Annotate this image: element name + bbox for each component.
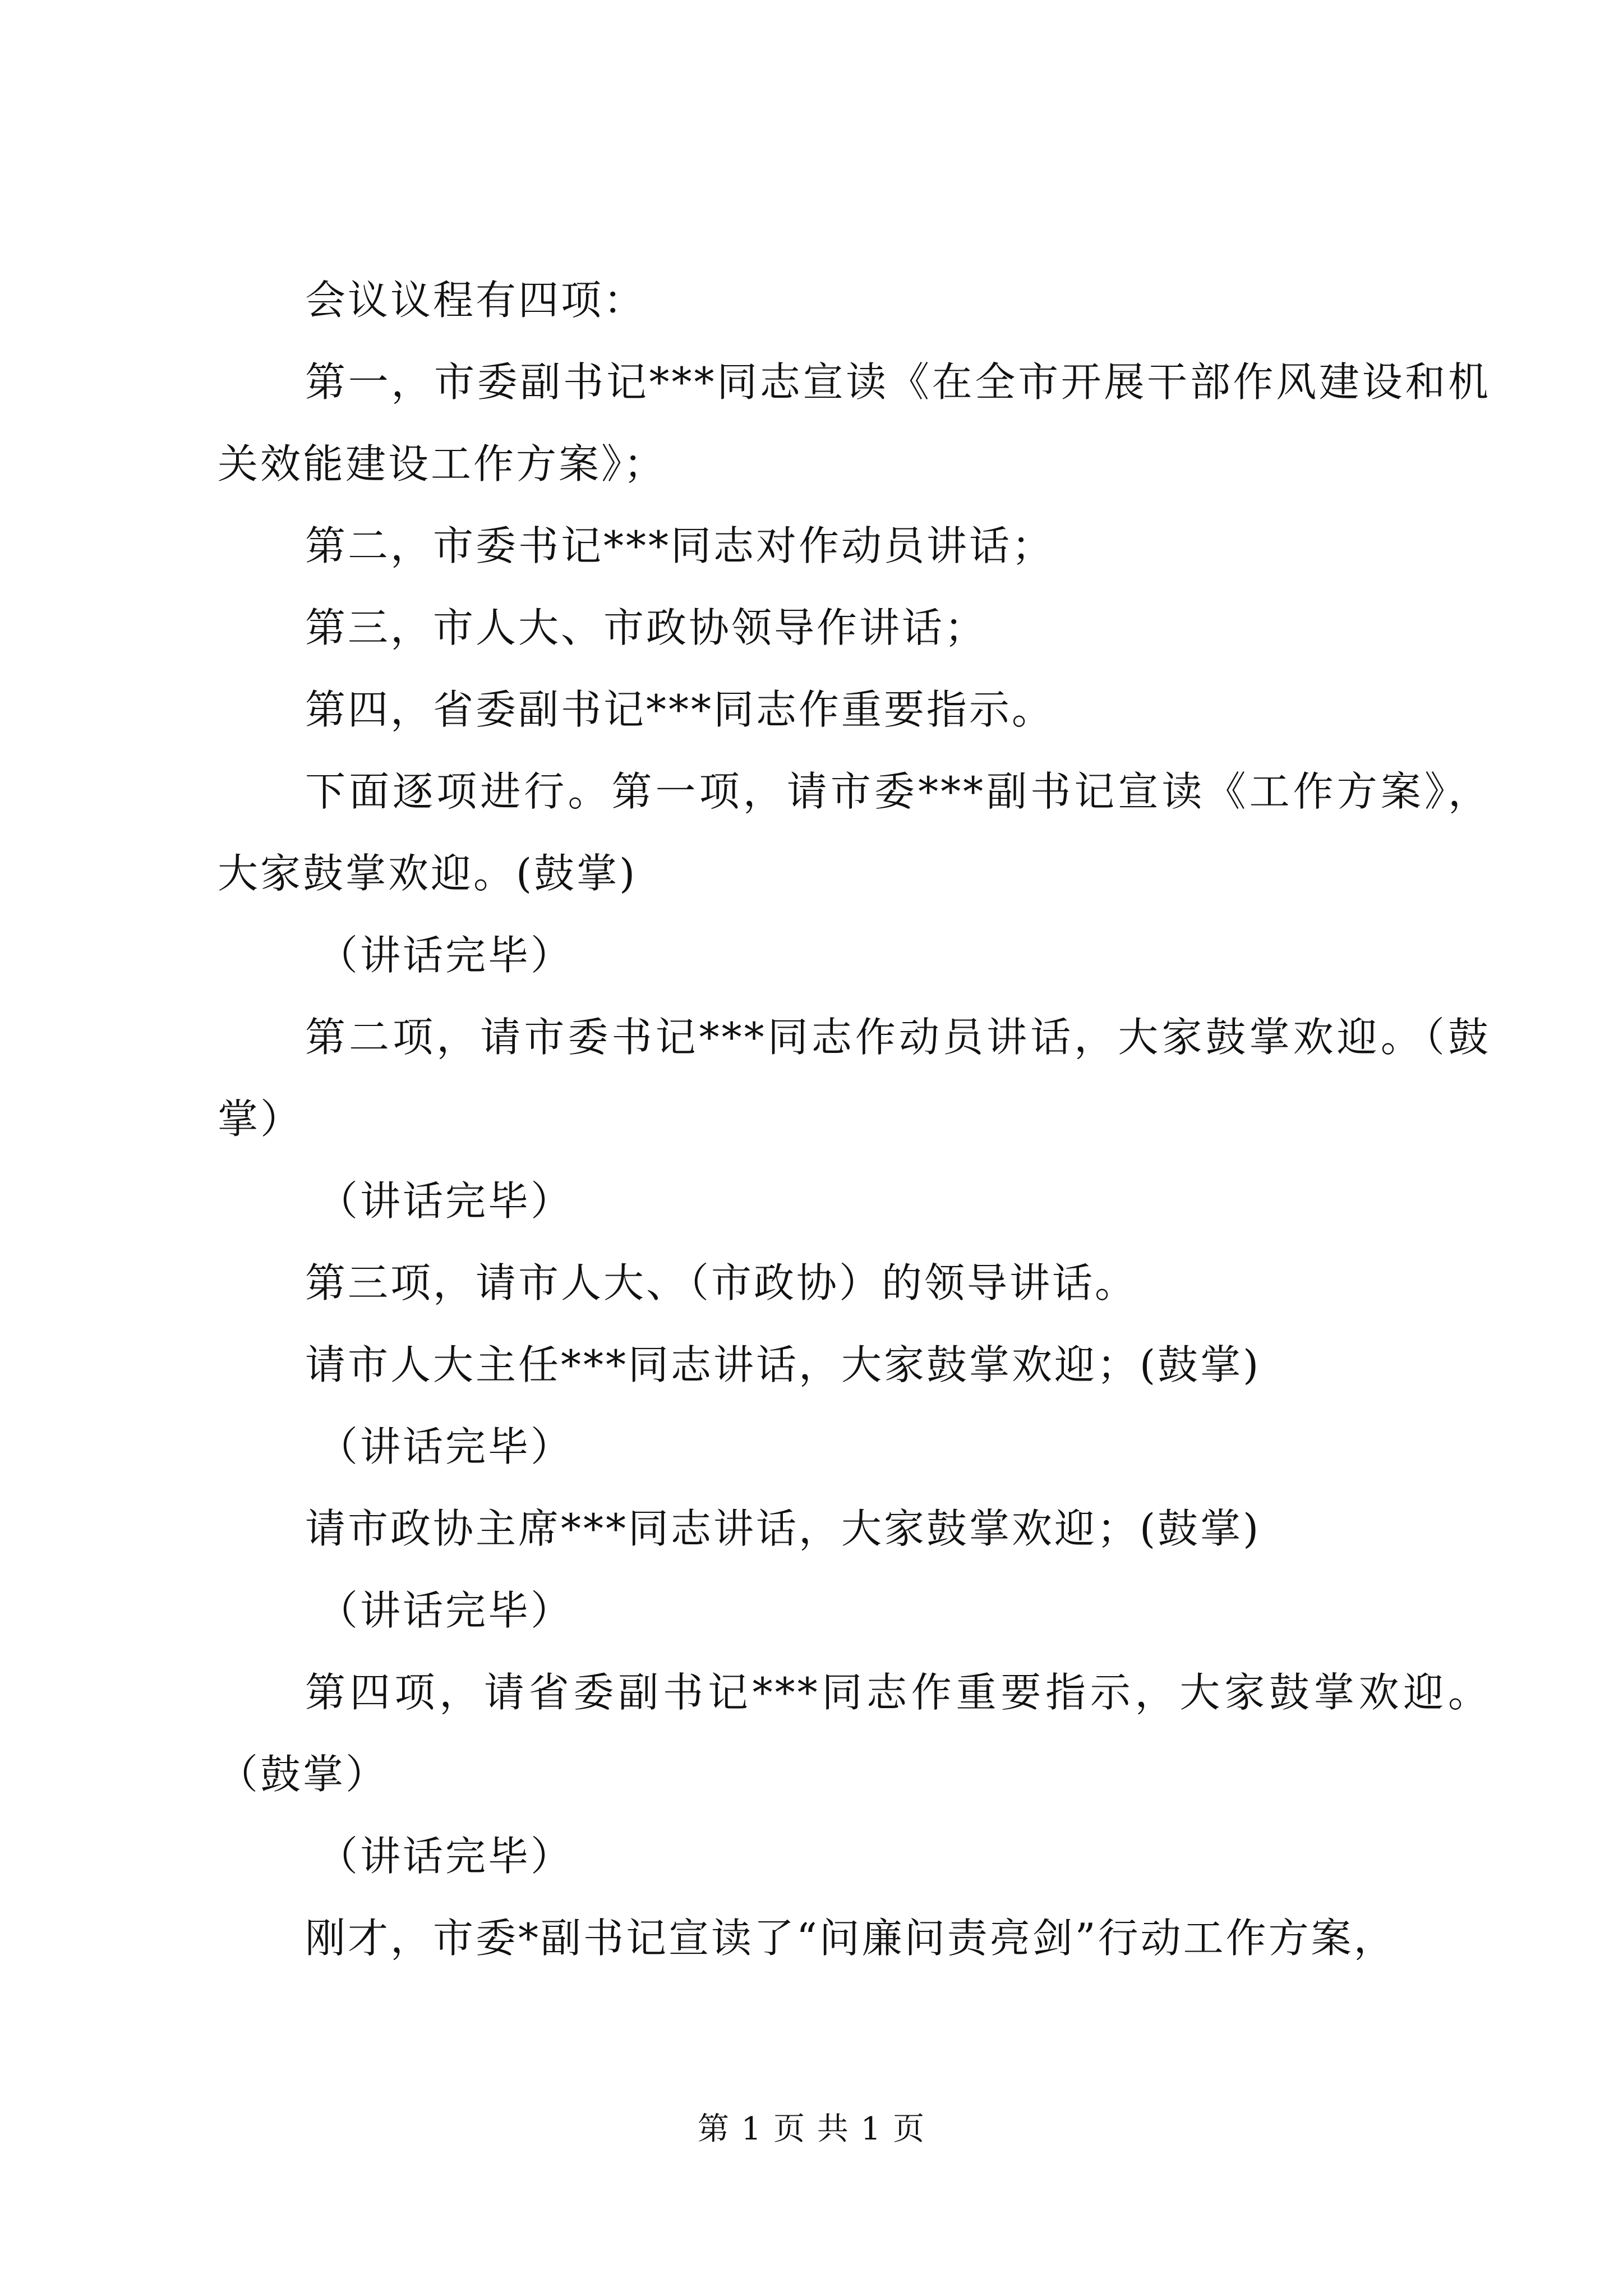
agenda-item-2: 第二，市委书记***同志对作动员讲话； — [305, 522, 1055, 569]
agenda-item-4: 第四，省委副书记***同志作重要指示。 — [305, 686, 1055, 733]
speech-finished-note: （讲话完毕） — [317, 1177, 574, 1225]
speech-finished-note: （讲话完毕） — [317, 1833, 574, 1880]
page-number-footer: 第 1 页 共 1 页 — [697, 2111, 926, 2147]
speech-finished-note: （讲话完毕） — [317, 1587, 574, 1634]
proceed-item-3: 第三项，请市人大、（市政协）的领导讲话。 — [305, 1259, 1138, 1306]
proceed-item-4: 第四项，请省委副书记***同志作重要指示，大家鼓掌欢迎。（鼓掌） — [218, 1669, 1491, 1798]
closing-paragraph: 刚才，市委*副书记宣读了“问廉问责亮剑”行动工作方案， — [305, 1915, 1396, 1962]
agenda-item-1: 第一，市委副书记***同志宣读《在全市开展干部作风建设和机关效能建设工作方案》； — [218, 358, 1491, 487]
speech-finished-note: （讲话完毕） — [317, 1423, 574, 1470]
cppcc-chair-speech: 请市政协主席***同志讲话，大家鼓掌欢迎；(鼓掌) — [305, 1505, 1261, 1552]
proceed-item-2: 第二项，请市委书记***同志作动员讲话，大家鼓掌欢迎。（鼓掌） — [218, 1014, 1491, 1143]
agenda-item-3: 第三，市人大、市政协领导作讲话； — [305, 604, 988, 651]
proceed-item-1: 下面逐项进行。第一项，请市委***副书记宣读《工作方案》，大家鼓掌欢迎。(鼓掌) — [218, 768, 1491, 897]
npc-director-speech: 请市人大主任***同志讲话，大家鼓掌欢迎；(鼓掌) — [305, 1341, 1261, 1388]
speech-finished-note: （讲话完毕） — [317, 932, 574, 979]
document-body — [218, 259, 1491, 1979]
agenda-intro: 会议议程有四项： — [305, 277, 647, 324]
